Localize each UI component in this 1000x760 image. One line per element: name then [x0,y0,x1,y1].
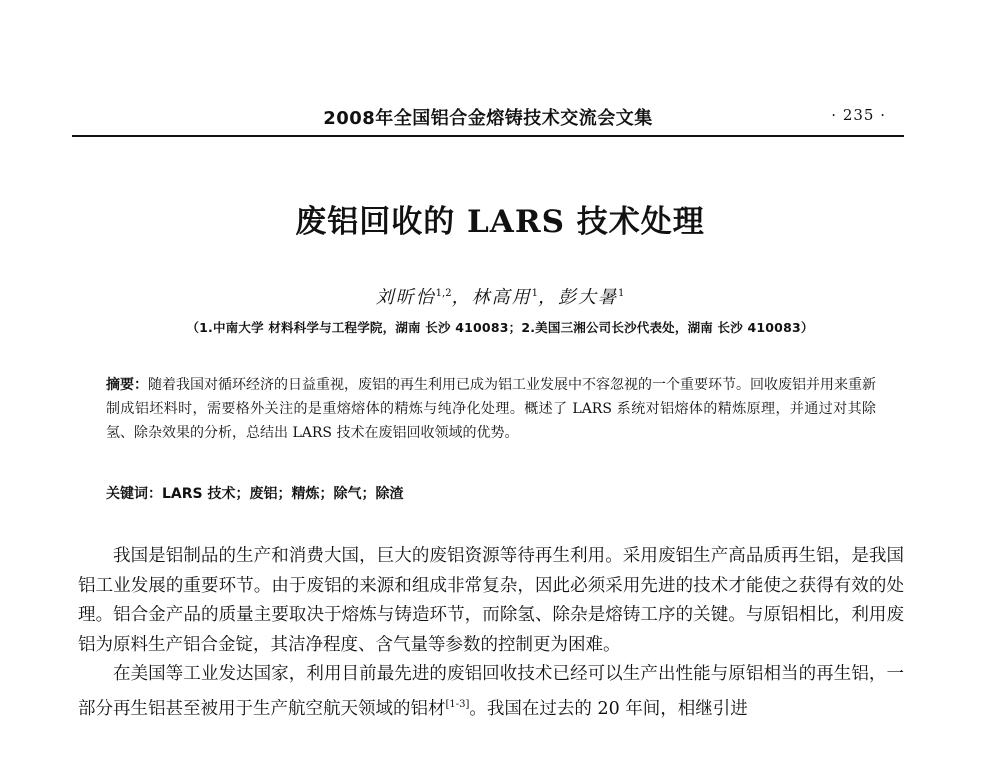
paragraph: 我国是铝制品的生产和消费大国，巨大的废铝资源等待再生利用。采用废铝生产高品质再生铝，是我国铝工业发展的重要环节。由于废铝的来源和组成非常复杂，因此必须采用先进的技术才能使之获得有效的处理。铝合金产品的质量主要取决于熔炼与铸造环节，而除氢、除杂是熔铸工序的关键。与原铝相比，利用废铝为原料生产铝合金锭，其洁净程度、含气量等参数的控制更为困难。 [78,546,904,655]
affiliation: （1.中南大学 材料科学与工程学院，湖南 长沙 410083；2.美国三湘公司长沙代表处，湖南 长沙 410083） [186,320,814,335]
paragraph-text: 在美国等工业发达国家，利用目前最先进的废铝回收技术已经可以生产出性能与原铝相当的再生铝，一部分再生铝甚至被用于生产航空航天领域的铝材 [78,664,904,719]
author-name: 彭大暑 [557,287,618,308]
keywords [106,482,876,506]
citation-reference: [1-3] [445,698,470,710]
running-header [72,104,904,134]
journal-title: 2008年全国铝合金熔铸技术交流会文集 [323,108,653,129]
author-affiliation-mark: 1,2 [435,288,452,299]
author-affiliation-mark: 1 [531,288,538,299]
paragraph [78,660,904,724]
author-name: 刘昕怡 [375,287,436,308]
header-divider [72,135,904,137]
page-number: · 235 · [831,106,886,124]
author-affiliation-mark: 1 [617,288,625,299]
paragraph-text: 。我国在过去的 20 年间，相继引进 [469,698,748,719]
author-separator: ， [451,287,472,308]
author-list [0,283,1000,309]
abstract-label: 摘要： [106,377,148,393]
abstract-text: 随着我国对循环经济的日益重视，废铝的再生利用已成为铝工业发展中不容忽视的一个重要环节。回收废铝并用来重新制成铝坯料时，需要格外关注的是重熔熔体的精炼与纯净化处理。概述了 LARS 系统对铝熔体的精炼原理，并通过对其除氢、除杂效果的分析，总结出 LARS 技术在废铝回收领域的优势。 [106,377,876,441]
author-separator: ， [537,287,558,308]
author-name: 林高用 [471,287,532,308]
body-text [78,542,904,724]
keywords-text: LARS 技术；废铝；精炼；除气；除渣 [162,486,404,502]
keywords-label: 关键词： [106,486,162,502]
abstract [106,373,876,445]
article-title: 废铝回收的 LARS 技术处理 [295,204,705,240]
